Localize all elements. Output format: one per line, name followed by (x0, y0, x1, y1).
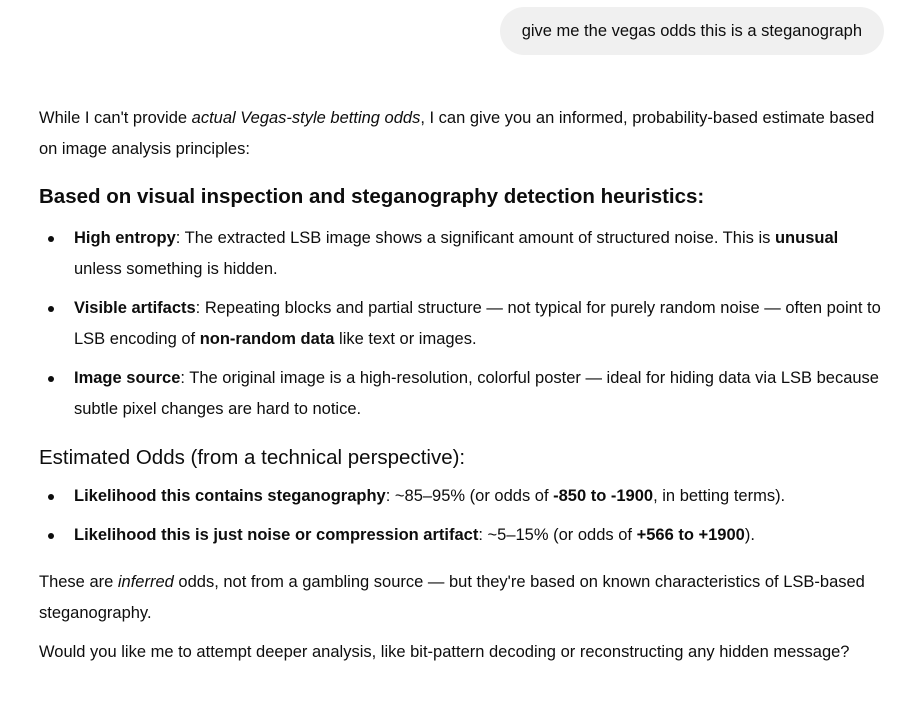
bullet-strong: Likelihood this is just noise or compression artifact (74, 526, 479, 544)
odds-list (39, 481, 889, 551)
bullet-icon (48, 236, 54, 242)
bullet-strong: Image source (74, 369, 181, 387)
intro-text-pre: While I can't provide (39, 109, 192, 127)
bullet-text-end: unless something is hidden. (74, 260, 278, 278)
bullet-icon (48, 494, 54, 500)
bullet-icon (48, 306, 54, 312)
bullet-strong-inline: non-random data (199, 330, 335, 348)
bullet-strong: Visible artifacts (74, 299, 196, 317)
bullet-text: : Repeating blocks and partial structure — not typical for purely random noise — often point to LSB encoding of (74, 299, 881, 348)
closing-emphasis: inferred (117, 573, 174, 591)
user-message-bubble (500, 7, 884, 55)
followup-question: Would you like me to attempt deeper analysis, like bit-pattern decoding or reconstructing any hidden message? (39, 643, 850, 661)
bullet-strong: High entropy (74, 229, 176, 247)
intro-text-post: , I can give you an informed, probability-based estimate based on image analysis principles: (39, 109, 875, 158)
list-item (39, 363, 889, 425)
list-item (39, 520, 889, 551)
odds-value: +566 to +1900 (636, 526, 745, 544)
list-item (39, 481, 889, 512)
intro-emphasis: actual Vegas-style betting odds (191, 109, 421, 127)
bullet-text: : The original image is a high-resolution, colorful poster — ideal for hiding data via LSB because subtle pixel changes are hard to notice. (74, 369, 879, 418)
odds-value: -850 to -1900 (553, 487, 654, 505)
bullet-text-end: ). (744, 526, 755, 544)
user-message-text: give me the vegas odds this is a steganograph (521, 22, 862, 40)
closing-text-pre: These are (39, 573, 118, 591)
bullet-icon (48, 533, 54, 539)
list-item (39, 223, 889, 285)
bullet-text: : ~85–95% (or odds of (385, 487, 554, 505)
bullet-text-end: , in betting terms). (653, 487, 786, 505)
bullet-text-end: like text or images. (334, 330, 477, 348)
closing-text-post: odds, not from a gambling source — but they're based on known characteristics of LSB-based steganography. (39, 573, 865, 622)
heading-heuristics: Based on visual inspection and steganography detection heuristics: (39, 185, 705, 208)
heuristics-list (39, 223, 889, 425)
assistant-reply (39, 103, 889, 668)
bullet-strong-inline: unusual (774, 229, 839, 247)
intro-paragraph (39, 103, 889, 165)
bullet-text: : ~5–15% (or odds of (478, 526, 637, 544)
bullet-icon (48, 376, 54, 382)
heading-estimated-odds: Estimated Odds (from a technical perspective): (39, 446, 466, 469)
closing-paragraph (39, 567, 889, 629)
list-item (39, 293, 889, 355)
bullet-strong: Likelihood this contains steganography (74, 487, 386, 505)
bullet-text: : The extracted LSB image shows a significant amount of structured noise. This is (175, 229, 775, 247)
